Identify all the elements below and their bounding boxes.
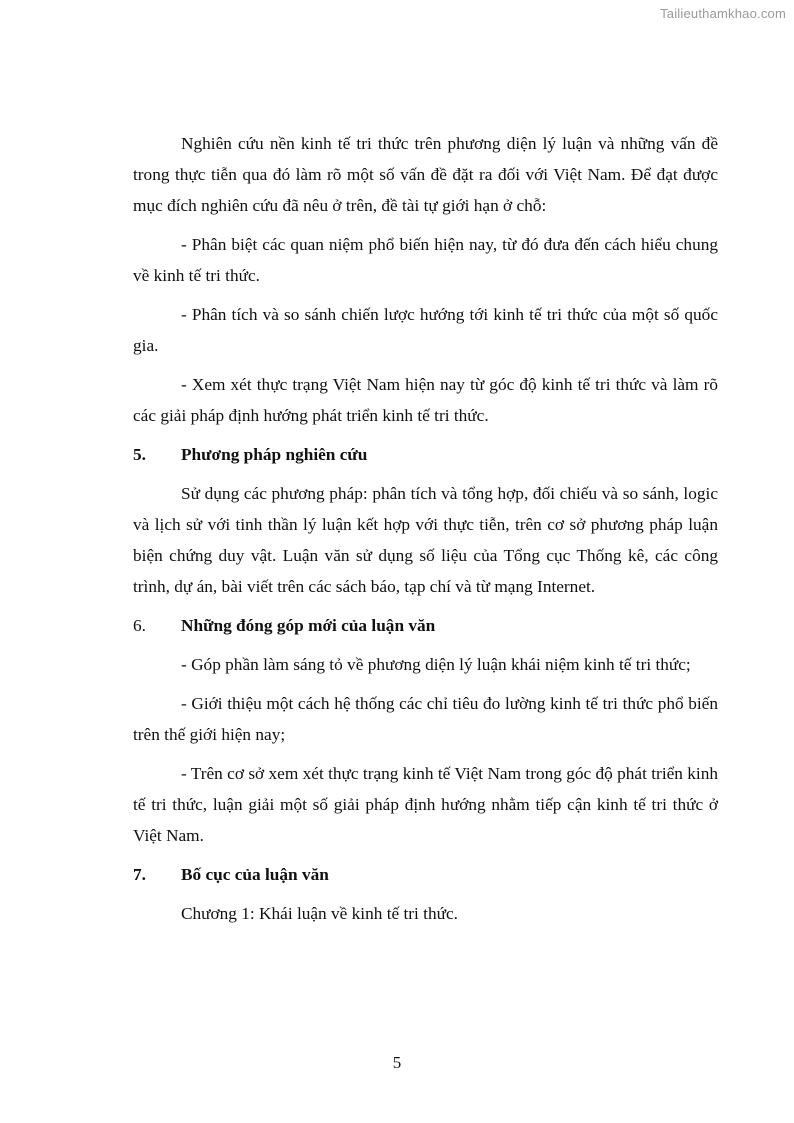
watermark-text: Tailieuthamkhao.com — [660, 6, 786, 21]
section-heading-methods — [133, 439, 718, 470]
section-heading-structure — [133, 859, 718, 890]
paragraph-methods: Sử dụng các phương pháp: phân tích và tổng hợp, đối chiếu và so sánh, logic và lịch sử với tinh thần lý luận kết hợp với thực tiễn, trên cơ sở phương pháp luận biện chứng duy vật. Luận văn sử dụng số liệu của Tổng cục Thống kê, các công trình, dự án, bài viết trên các sách báo, tạp chí và từ mạng Internet. — [133, 484, 718, 596]
paragraph-contribution-indicators: - Giới thiệu một cách hệ thống các chỉ tiêu đo lường kinh tế tri thức phổ biến trên thế giới hiện nay; — [133, 694, 718, 744]
section-title: Bố cục của luận văn — [181, 865, 329, 884]
paragraph-contribution-solutions: - Trên cơ sở xem xét thực trạng kinh tế Việt Nam trong góc độ phát triển kinh tế tri thức, luận giải một số giải pháp định hướng nhằm tiếp cận kinh tế tri thức ở Việt Nam. — [133, 764, 718, 845]
paragraph-contribution-theory: - Góp phần làm sáng tỏ về phương diện lý luận khái niệm kinh tế tri thức; — [181, 655, 691, 674]
paragraph-research-scope: Nghiên cứu nền kinh tế tri thức trên phương diện lý luận và những vấn đề trong thực tiễn qua đó làm rõ một số vấn đề đặt ra đối với Việt Nam. Để đạt được mục đích nghiên cứu đã nêu ở trên, đề tài tự giới hạn ở chỗ: — [133, 134, 718, 215]
page-number: 5 — [392, 1053, 402, 1072]
section-number: 6. — [133, 616, 146, 635]
section-heading-contributions — [133, 610, 718, 641]
section-title: Những đóng góp mới của luận văn — [181, 616, 436, 635]
paragraph-bullet-concepts: - Phân biệt các quan niệm phổ biến hiện nay, từ đó đưa đến cách hiểu chung về kinh tế tri thức. — [133, 235, 718, 285]
paragraph-bullet-vietnam: - Xem xét thực trạng Việt Nam hiện nay từ góc độ kinh tế tri thức và làm rõ các giải pháp định hướng phát triển kinh tế tri thức. — [133, 375, 718, 425]
document-body — [133, 128, 718, 937]
section-number: 7. — [133, 865, 146, 884]
section-title: Phương pháp nghiên cứu — [181, 445, 368, 464]
paragraph-bullet-strategies: - Phân tích và so sánh chiến lược hướng tới kinh tế tri thức của một số quốc gia. — [133, 305, 718, 355]
paragraph-chapter-1: Chương 1: Khái luận về kinh tế tri thức. — [181, 904, 458, 923]
section-number: 5. — [133, 445, 146, 464]
